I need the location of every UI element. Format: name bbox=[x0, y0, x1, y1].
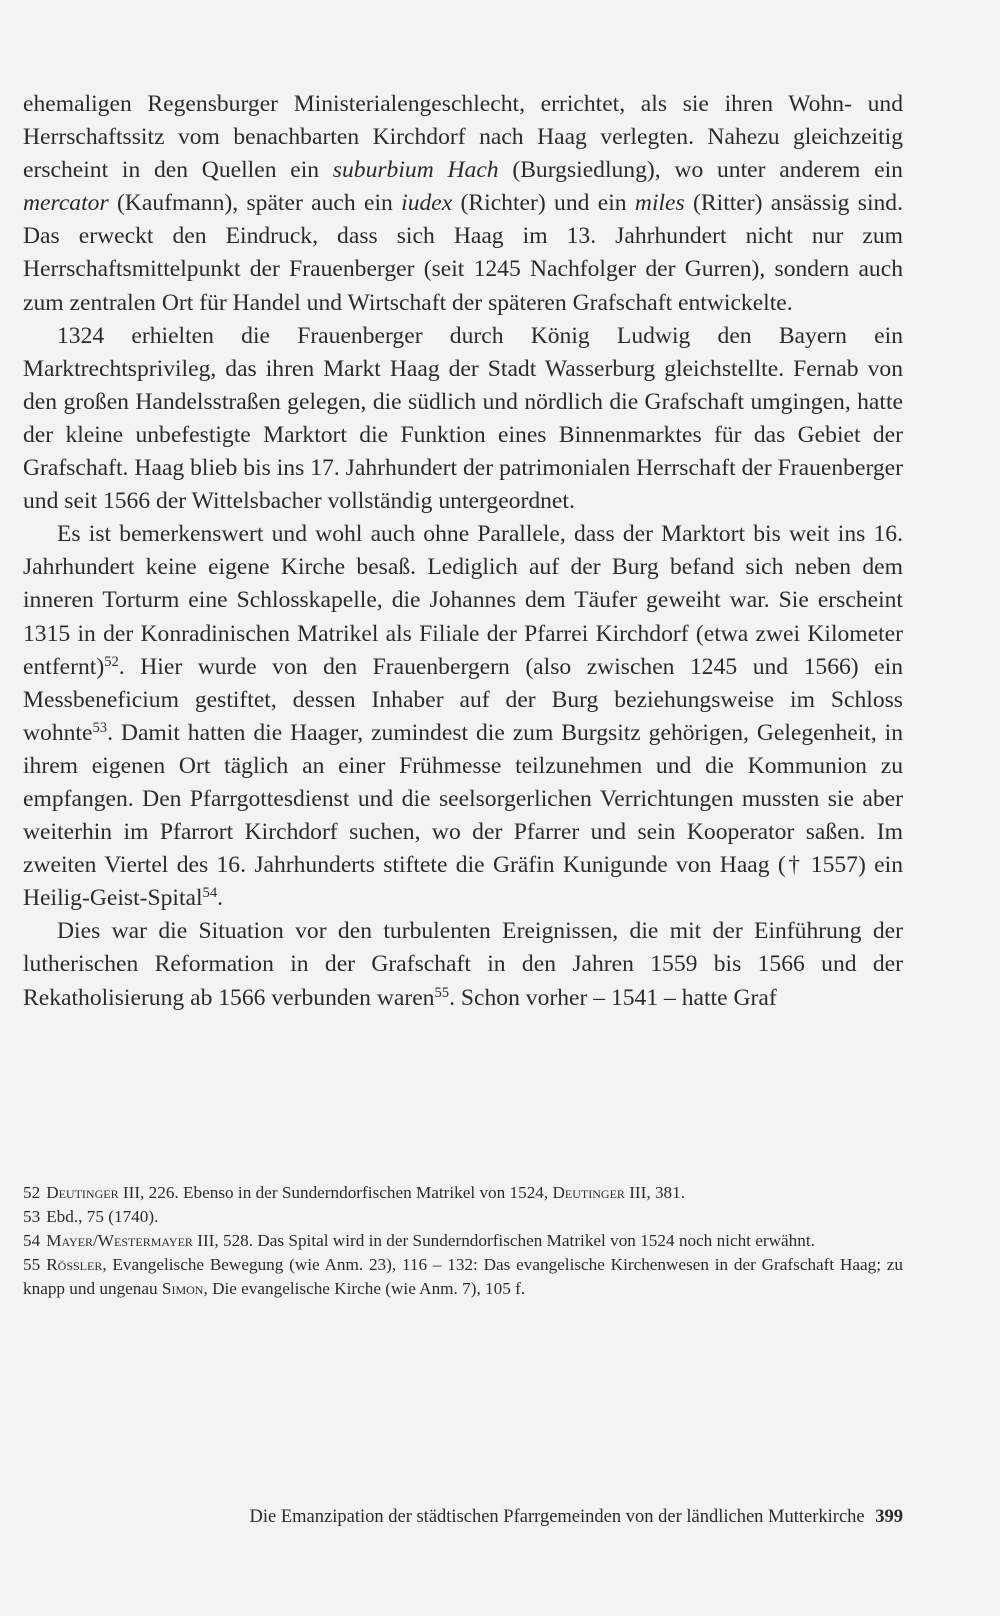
text-run: , Die evangelische Kirche (wie Anm. 7), 105 f. bbox=[203, 1279, 526, 1298]
italic-term: miles bbox=[634, 190, 685, 217]
text-run: III, 381. bbox=[624, 1183, 686, 1202]
footnote-reference: 52 bbox=[104, 653, 119, 670]
text-run: Dies war die Situation vor den turbulenten Ereignissen, die mit der Einführung der lutherischen Reformation in der Grafschaft in den Jahren 1559 bis 1566 und der Rekatholisierung ab 1566 verbunden waren bbox=[23, 918, 903, 1011]
text-run: Es ist bemerkenswert und wohl auch ohne Parallele, dass der Marktort bis weit ins 16. Jahrhundert keine eigene Kirche besaß. Lediglich auf der Burg befand sich neben dem inneren Torturm eine Schlosskapelle, die Johannes dem Täufer geweiht war. Sie erscheint 1315 in der Konradinischen Matrikel als Filiale der Pfarrei Kirchdorf (etwa zwei Kilometer entfernt) bbox=[23, 521, 903, 680]
body-text bbox=[23, 88, 903, 1015]
italic-term: mercator bbox=[23, 190, 109, 217]
text-run: ehemaligen Regensburger Ministerialengeschlecht, errichtet, als sie ihren Wohn- und Herrschaftssitz vom benachbarten Kirchdorf nach Haag verlegten. Nahezu gleichzeitig erscheint in den Quellen ein bbox=[23, 91, 903, 184]
footnote-reference: 53 bbox=[92, 719, 108, 736]
author-name: Simon bbox=[161, 1279, 204, 1298]
text-run: (Ritter) ansässig sind. Das erweckt den Eindruck, dass sich Haag im 13. Jahrhundert nicht nur zum Herrschaftsmittelpunkt der Frauenberger (seit 1245 Nachfolger der Gurren), sondern auch zum zentralen Ort für Handel und Wirtschaft der späteren Grafschaft entwickelte. bbox=[23, 190, 903, 316]
author-name: Mayer/Westermayer bbox=[46, 1231, 193, 1250]
footnote bbox=[23, 1229, 903, 1253]
author-name: Deutinger bbox=[552, 1183, 625, 1202]
text-run: Ebd., 75 (1740). bbox=[46, 1207, 159, 1226]
paragraph bbox=[23, 518, 903, 915]
italic-term: suburbium Hach bbox=[332, 157, 499, 184]
footnotes bbox=[23, 1181, 903, 1301]
footnote-number: 53 bbox=[23, 1207, 41, 1226]
text-run: . Schon vorher – 1541 – hatte Graf bbox=[449, 984, 777, 1011]
footnote bbox=[23, 1253, 903, 1301]
text-run: III, 528. Das Spital wird in der Sunderndorfischen Matrikel von 1524 noch nicht erwähnt. bbox=[192, 1231, 815, 1250]
text-run: . Damit hatten die Haager, zumindest die zum Burgsitz gehörigen, Gelegenheit, in ihrem eigenen Ort täglich an einer Frühmesse teilzunehmen und die Kommunion zu empfangen. Den Pfarrgottesdienst und die seelsorgerlichen Verrichtungen mussten sie aber weiterhin im Pfarrort Kirchdorf suchen, wo der Pfarrer und sein Kooperator saßen. Im zweiten Viertel des 16. Jahrhunderts stiftete die Gräfin Kunigunde von Haag († 1557) ein Heilig-Geist-Spital bbox=[23, 719, 903, 912]
footnote bbox=[23, 1205, 903, 1229]
paragraph bbox=[23, 320, 903, 519]
text-run: 1324 erhielten die Frauenberger durch König Ludwig den Bayern ein Marktrechtsprivileg, das ihren Markt Haag der Stadt Wasserburg gleichstellte. Fernab von den großen Handelsstraßen gelegen, die südlich und nördlich die Grafschaft umgingen, hatte der kleine unbefestigte Marktort die Funktion eines Binnenmarktes für das Gebiet der Grafschaft. Haag blieb bis ins 17. Jahrhundert der patrimonialen Herrschaft der Frauenberger und seit 1566 der Wittelsbacher vollständig untergeordnet. bbox=[23, 322, 903, 515]
text-run: (Kaufmann), später auch ein bbox=[108, 190, 402, 217]
text-run: . bbox=[217, 885, 224, 912]
author-name: Deutinger bbox=[46, 1183, 119, 1202]
page-number: 399 bbox=[875, 1507, 903, 1527]
footnote-number: 54 bbox=[23, 1231, 41, 1250]
running-footer bbox=[23, 1505, 903, 1529]
text-run: , Evangelische Bewegung (wie Anm. 23), 116 – 132: Das evangelische Kirchenwesen in der Grafschaft Haag; zu knapp und ungenau bbox=[23, 1255, 903, 1298]
paragraph bbox=[23, 915, 903, 1014]
running-title: Die Emanzipation der städtischen Pfarrgemeinden von der ländlichen Mutterkirche bbox=[249, 1507, 865, 1527]
footnote-number: 52 bbox=[23, 1183, 41, 1202]
footnote-reference: 54 bbox=[202, 885, 218, 902]
footnote bbox=[23, 1181, 903, 1205]
paragraph bbox=[23, 88, 903, 320]
footnote-number: 55 bbox=[23, 1255, 41, 1274]
author-name: Rössler bbox=[46, 1255, 103, 1274]
italic-term: iudex bbox=[401, 190, 453, 217]
text-run: (Burgsiedlung), wo unter anderem ein bbox=[498, 157, 903, 184]
footnote-reference: 55 bbox=[434, 984, 450, 1001]
text-run: (Richter) und ein bbox=[452, 190, 635, 217]
text-run: . Hier wurde von den Frauenbergern (also zwischen 1245 und 1566) ein Messbeneficium gestiftet, dessen Inhaber auf der Burg beziehungsweise im Schloss wohnte bbox=[23, 653, 903, 746]
text-run: III, 226. Ebenso in der Sunderndorfischen Matrikel von 1524, bbox=[118, 1183, 553, 1202]
